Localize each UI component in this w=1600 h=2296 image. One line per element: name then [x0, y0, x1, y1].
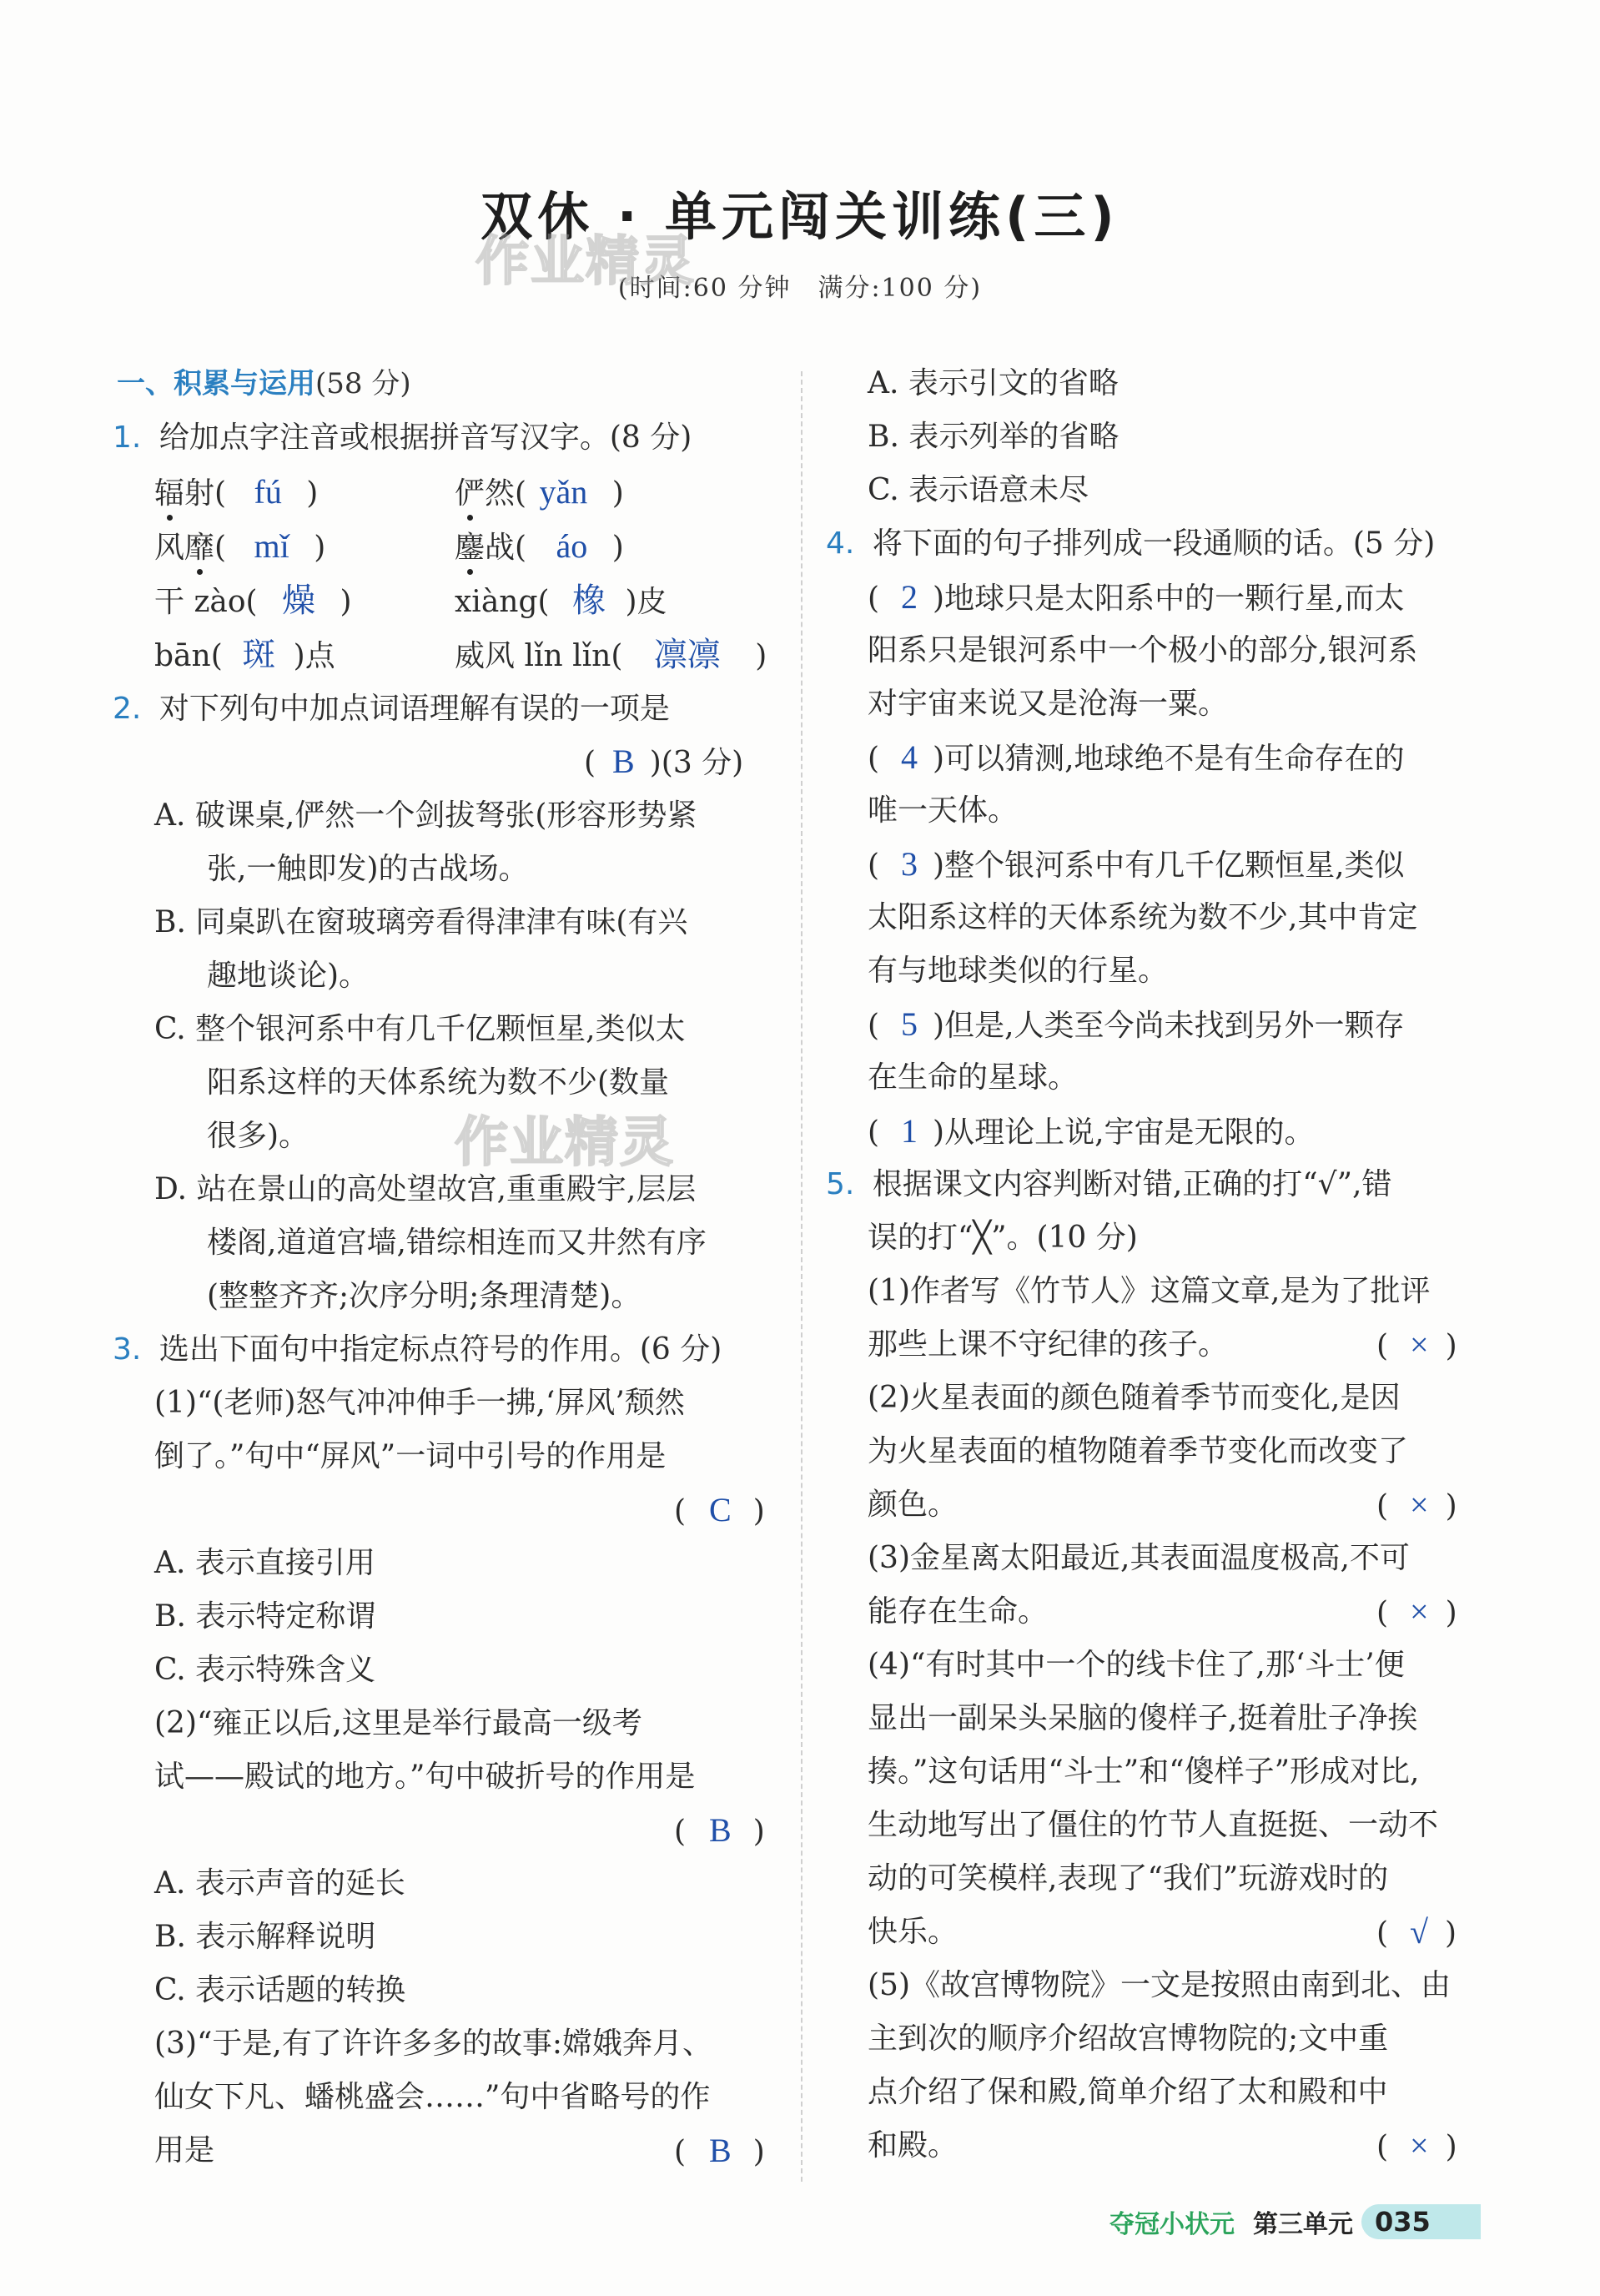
statement-text: (2)火星表面的颜色随着季节而变化,是因	[868, 1381, 1401, 1415]
answer-text: B	[612, 743, 635, 780]
q2-answer-row: ( B )(3 分)	[584, 743, 744, 780]
q3-part2-option: C. 表示话题的转换	[154, 1973, 406, 2007]
answer-text: 1	[901, 1112, 918, 1150]
question-text: 给加点字注音或根据拼音写汉字。(8 分)	[158, 420, 692, 455]
paren-close: )	[611, 531, 624, 565]
q3-part3-option: B. 表示列举的省略	[868, 420, 1119, 454]
sentence-text: )整个银河系中有几千亿颗恒星,类似	[933, 848, 1405, 883]
statement-text: 主到次的顺序介绍故宫博物院的;文中重	[868, 2022, 1389, 2056]
page-subtitle: (时间:60 分钟 满分:100 分)	[617, 274, 983, 303]
q2-option-b-cont: 趣地谈论)。	[207, 959, 370, 993]
question-text: 根据课文内容判断对错,正确的打“√”,错	[872, 1167, 1392, 1201]
prompt-text: bān(	[154, 639, 223, 673]
brand-name: 夺冠小状元	[1109, 2210, 1235, 2239]
paren-close: )	[340, 585, 352, 619]
answer-text: C	[709, 1491, 732, 1528]
question-number: 1.	[113, 420, 142, 455]
sentence-text: 对宇宙来说又是沧海一粟。	[868, 687, 1229, 721]
q3-part2-line: 试——殿试的地方。”句中破折号的作用是	[154, 1760, 696, 1794]
answer-text: 凛凛	[653, 636, 721, 673]
statement-text: 点介绍了保和殿,简单介绍了太和殿和中	[868, 2075, 1388, 2109]
q5-item4-answer: ( √ )	[1376, 1913, 1457, 1951]
question-5-stem	[826, 1168, 1391, 1201]
paren-close: )	[306, 476, 319, 511]
prompt-text: 干 zào(	[154, 585, 258, 619]
statement-text: (1)作者写《竹节人》这篇文章,是为了批评	[868, 1274, 1431, 1308]
answer-text: 斑	[242, 636, 276, 673]
q2-option-b: B. 同桌趴在窗玻璃旁看得津津有味(有兴	[154, 905, 688, 939]
q5-item3-answer: ( × )	[1376, 1593, 1457, 1630]
question-text: 误的打“╳”。(10 分)	[868, 1221, 1138, 1255]
paren-close: )皮	[625, 585, 667, 619]
section-points: (58 分)	[315, 367, 411, 400]
question-3-stem	[113, 1333, 722, 1367]
q4-item-4: ( 5 )但是,人类至今尚未找到另外一颗存	[868, 1005, 1405, 1043]
q3-part3-option: A. 表示引文的省略	[868, 366, 1119, 400]
q4-item-2: ( 4 )可以猜测,地球绝不是有生命存在的	[868, 738, 1405, 776]
answer-text: B	[709, 2132, 732, 2169]
dotted-char: 鏖	[455, 531, 486, 565]
q1-item-1: 辐射( fú )	[154, 473, 319, 511]
statement-text: 揍。”这句话用“斗士”和“傻样子”形成对比,	[868, 1755, 1420, 1789]
q5-item5-answer: ( × )	[1376, 2127, 1457, 2164]
watermark-middle: 作业精灵	[455, 1112, 675, 1174]
question-1-stem	[113, 421, 692, 455]
page-footer	[1109, 2203, 1481, 2241]
q3-part1-answer: ( C )	[674, 1491, 765, 1528]
sentence-text: 唯一天体。	[868, 793, 1019, 828]
q3-part2-answer: ( B )	[674, 1811, 765, 1849]
page-number: 035	[1361, 2204, 1481, 2239]
answer-text: 5	[901, 1005, 918, 1043]
statement-text: 那些上课不守纪律的孩子。	[868, 1327, 1229, 1362]
q2-option-a: A. 破课桌,俨然一个剑拔弩张(形容形势紧	[154, 798, 697, 833]
answer-text: 3	[901, 845, 918, 883]
q3-part1-line: 倒了。”句中“屏风”一词中引号的作用是	[154, 1439, 667, 1473]
sentence-text: )从理论上说,宇宙是无限的。	[933, 1115, 1315, 1150]
q3-part3-option: C. 表示语意未尽	[868, 473, 1089, 507]
dotted-char: 靡	[184, 531, 215, 565]
q1-item-6	[455, 584, 667, 619]
points-text: )(3 分)	[649, 746, 744, 780]
sentence-text: 太阳系这样的天体系统为数不少,其中肯定	[868, 900, 1418, 934]
question-number: 5.	[826, 1167, 855, 1201]
q2-option-d-cont2: (整整齐齐;次序分明;条理清楚)。	[207, 1279, 642, 1313]
q3-part1-option: C. 表示特殊含义	[154, 1653, 376, 1687]
sentence-text: )地球只是太阳系中的一颗行星,而太	[933, 582, 1405, 616]
answer-text: 2	[901, 578, 918, 616]
page-title: 双休 · 单元闯关训练(三)	[481, 186, 1119, 247]
q1-item-7	[154, 638, 335, 673]
question-text: 选出下面句中指定标点符号的作用。(6 分)	[158, 1332, 722, 1367]
question-4-stem	[826, 527, 1435, 561]
answer-text: B	[709, 1811, 732, 1849]
answer-mark: ×	[1410, 1593, 1429, 1630]
q3-part2-line: (2)“雍正以后,这里是举行最高一级考	[154, 1706, 642, 1740]
sentence-text: )可以猜测,地球绝不是有生命存在的	[933, 742, 1405, 776]
question-text: 对下列句中加点词语理解有误的一项是	[158, 692, 670, 726]
answer-text: 橡	[572, 582, 606, 619]
statement-text: (5)《故宫博物院》一文是按照由南到北、由	[868, 1968, 1451, 2002]
sentence-text: 有与地球类似的行星。	[868, 954, 1169, 988]
q4-item-1: ( 2 )地球只是太阳系中的一颗行星,而太	[868, 578, 1405, 616]
q2-option-c: C. 整个银河系中有几千亿颗恒星,类似太	[154, 1012, 686, 1046]
question-text: 将下面的句子排列成一段通顺的话。(5 分)	[872, 526, 1436, 561]
sentence-text: 在生命的星球。	[868, 1060, 1079, 1095]
answer-text: 4	[901, 738, 918, 776]
answer-mark: ×	[1410, 1326, 1429, 1363]
statement-text: 为火星表面的植物随着季节变化而改变了	[868, 1434, 1409, 1468]
statement-text: 快乐。	[868, 1915, 958, 1949]
q3-part3-line: 用是	[154, 2133, 215, 2168]
q1-item-5	[154, 584, 352, 619]
q3-part3-line: (3)“于是,有了许许多多的故事:嫦娥奔月、	[154, 2027, 712, 2061]
section-heading	[117, 367, 411, 400]
q3-part3-answer: ( B )	[674, 2132, 765, 2169]
q1-item-2: 俨然( yǎn )	[455, 473, 624, 511]
q5-item1-answer: ( × )	[1376, 1326, 1457, 1363]
watermark-top: 作业精灵	[475, 231, 696, 293]
answer-text: áo	[556, 527, 588, 565]
paren-close: )	[314, 531, 326, 565]
sentence-text: 阳系只是银河系中一个极小的部分,银河系	[868, 633, 1418, 667]
q4-item-5: ( 1 )从理论上说,宇宙是无限的。	[868, 1112, 1315, 1150]
q1-item-8	[455, 638, 767, 673]
q3-part2-option: B. 表示解释说明	[154, 1920, 376, 1954]
answer-mark: √	[1410, 1913, 1428, 1951]
statement-text: 能存在生命。	[868, 1594, 1049, 1629]
answer-mark: ×	[1410, 1486, 1429, 1523]
paren-close: )点	[293, 639, 335, 673]
dotted-char: 俨	[455, 476, 486, 511]
q1-item-3: 风靡( mǐ )	[154, 527, 326, 565]
statement-text: 颜色。	[868, 1488, 958, 1522]
dotted-char: 辐	[154, 476, 185, 511]
paren-close: )	[755, 639, 767, 673]
statement-text: 生动地写出了僵住的竹节人直挺挺、一动不	[868, 1808, 1439, 1842]
question-2-stem	[113, 692, 670, 726]
unit-label: 第三单元	[1253, 2210, 1353, 2239]
paren-close: )	[611, 476, 624, 511]
answer-text: fú	[254, 473, 282, 511]
statement-text: 动的可笑模样,表现了“我们”玩游戏时的	[868, 1861, 1389, 1896]
q3-part1-line: (1)“(老师)怒气冲冲伸手一拂,‘屏风’颓然	[154, 1386, 685, 1420]
section-title: 一、积累与运用	[117, 367, 315, 400]
q2-option-a-cont: 张,一触即发)的古战场。	[207, 852, 529, 886]
question-number: 3.	[113, 1332, 142, 1367]
answer-text: yǎn	[539, 473, 588, 511]
q3-part1-option: B. 表示特定称谓	[154, 1599, 376, 1634]
prompt-text: 威风 lǐn lǐn(	[455, 639, 623, 673]
answer-mark: ×	[1410, 2127, 1429, 2164]
statement-text: (4)“有时其中一个的线卡住了,那‘斗士’便	[868, 1648, 1405, 1682]
statement-text: 显出一副呆头呆脑的傻样子,挺着肚子净挨	[868, 1701, 1418, 1735]
sentence-text: )但是,人类至今尚未找到另外一颗存	[933, 1009, 1405, 1043]
q5-item2-answer: ( × )	[1376, 1486, 1457, 1523]
q2-option-d: D. 站在景山的高处望故宫,重重殿宇,层层	[154, 1172, 697, 1206]
q3-part3-line: 仙女下凡、蟠桃盛会……”句中省略号的作	[154, 2080, 711, 2114]
answer-text: mǐ	[254, 527, 289, 565]
prompt-text: xiàng(	[455, 585, 550, 619]
q2-option-c-cont2: 很多)。	[207, 1119, 309, 1153]
question-number: 2.	[113, 692, 142, 726]
q1-item-4: 鏖战( áo )	[455, 527, 624, 565]
q4-item-3: ( 3 )整个银河系中有几千亿颗恒星,类似	[868, 845, 1405, 883]
answer-text: 燥	[282, 582, 316, 619]
column-divider	[801, 371, 803, 2182]
q3-part1-option: A. 表示直接引用	[154, 1546, 375, 1580]
statement-text: (3)金星离太阳最近,其表面温度极高,不可	[868, 1541, 1410, 1575]
q2-option-c-cont: 阳系这样的天体系统为数不少(数量	[207, 1065, 670, 1100]
q2-option-d-cont: 楼阁,道道宫墙,错综相连而又井然有序	[207, 1226, 707, 1260]
question-number: 4.	[826, 526, 855, 561]
statement-text: 和殿。	[868, 2128, 958, 2163]
q3-part2-option: A. 表示声音的延长	[154, 1866, 405, 1901]
